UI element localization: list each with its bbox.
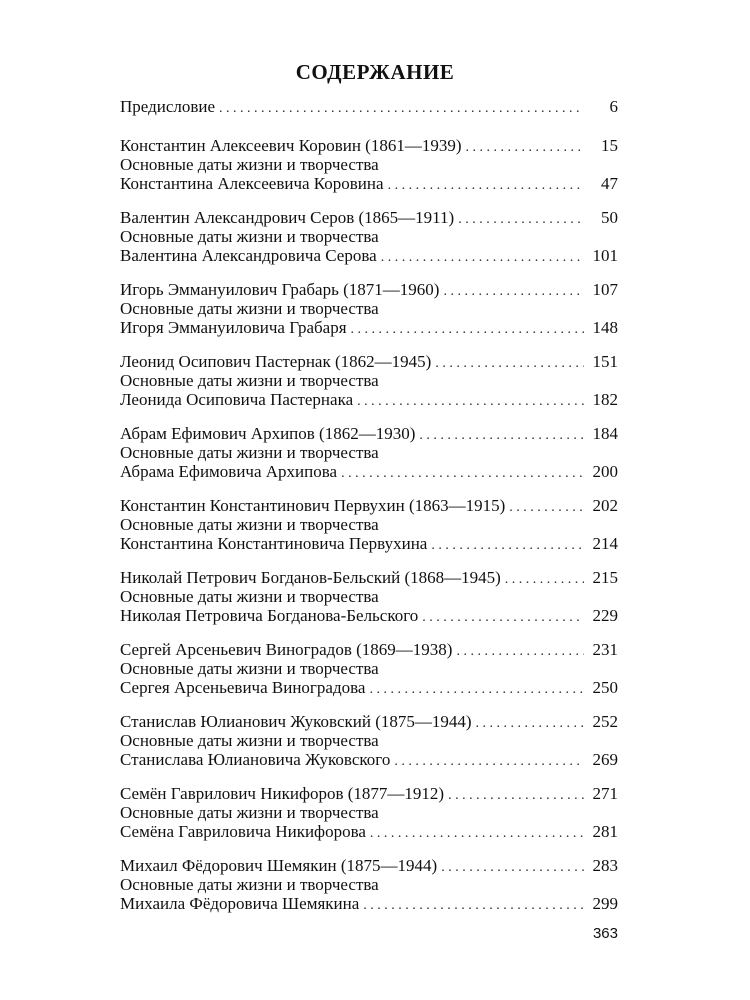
toc-group [120,496,618,553]
toc-page-number: 229 [592,606,618,625]
toc-entry-dates-heading [120,515,618,534]
toc-page-number: 148 [592,318,618,337]
toc-entry-label: Леонид Осипович Пастернак (1862—1945) [120,352,432,371]
dot-leader [369,680,584,699]
toc-entry-dates-heading [120,659,618,678]
toc-page-number: 281 [592,822,618,841]
toc-page-number: 182 [592,390,618,409]
toc-group [120,424,618,481]
dot-leader [419,426,584,445]
toc-entry-label: Игорь Эммануилович Грабарь (1871—1960) [120,280,440,299]
toc-entry-label: Основные даты жизни и творчества [120,299,379,318]
toc-group [120,568,618,625]
toc-page-number: 101 [592,246,618,265]
toc-entry-dates [120,750,618,769]
toc-entry-dates-heading [120,227,618,246]
toc-entry-dates [120,678,618,697]
toc-page-number: 202 [592,496,618,515]
toc-entry-label: Предисловие [120,97,216,116]
toc-entry-dates [120,606,618,625]
toc-entry-label: Основные даты жизни и творчества [120,731,379,750]
toc-entry-artist [120,424,618,443]
dot-leader [363,896,584,915]
dot-leader [351,320,584,339]
toc-entry-dates-heading [120,587,618,606]
toc-entry-label: Станислав Юлианович Жуковский (1875—1944) [120,712,472,731]
page-title: СОДЕРЖАНИЕ [295,60,455,84]
toc-entry-label: Основные даты жизни и творчества [120,227,379,246]
toc-entry-label: Основные даты жизни и творчества [120,515,379,534]
toc-page-number: 231 [592,640,618,659]
toc-group [120,784,618,841]
toc-entry-artist [120,856,618,875]
toc-page-number: 50 [601,208,618,227]
toc-entry-label: Основные даты жизни и творчества [120,875,379,894]
dot-leader [509,498,584,517]
toc-entry-label: Константина Алексеевича Коровина [120,174,384,193]
toc-entry-preface [120,97,618,117]
toc-entry-label: Основные даты жизни и творчества [120,587,379,606]
toc-group [120,712,618,769]
dot-leader [505,570,584,589]
toc-entry-label: Николай Петрович Богданов-Бельский (1868—1945) [120,568,501,587]
toc-page-number: 151 [592,352,618,371]
toc-entry-dates [120,894,618,913]
toc-entry-dates [120,390,618,409]
toc-page-number: 271 [592,784,618,803]
toc-page-number: 200 [592,462,618,481]
toc-entry-label: Абрама Ефимовича Архипова [120,462,338,481]
toc-entry-artist [120,352,618,371]
toc-entry-label: Леонида Осиповича Пастернака [120,390,354,409]
toc-entry-artist [120,640,618,659]
toc-group [120,280,618,337]
dot-leader [441,858,584,877]
dot-leader [448,786,584,805]
toc-entry-dates-heading [120,371,618,390]
toc-entry-label: Станислава Юлиановича Жуковского [120,750,391,769]
toc-groups [120,136,618,913]
toc-entry-dates [120,462,618,481]
dot-leader [466,138,585,157]
toc-page-number: 214 [592,534,618,553]
dot-leader [370,824,584,843]
toc-page-number: 15 [601,136,618,155]
dot-leader [422,608,584,627]
toc-group [120,856,618,913]
toc-entry-dates [120,534,618,553]
toc-page-number: 283 [592,856,618,875]
toc-group [120,136,618,193]
table-of-contents [120,97,618,928]
toc-page-number: 299 [592,894,618,913]
toc-entry-label: Основные даты жизни и творчества [120,443,379,462]
toc-entry-label: Основные даты жизни и творчества [120,371,379,390]
toc-entry-artist [120,712,618,731]
toc-entry-dates [120,246,618,265]
toc-entry-label: Основные даты жизни и творчества [120,659,379,678]
toc-entry-dates [120,822,618,841]
toc-entry-label: Игоря Эммануиловича Грабаря [120,318,347,337]
toc-page-number: 184 [592,424,618,443]
toc-entry-dates-heading [120,155,618,174]
folio-page-number: 363 [592,925,618,942]
toc-page-number: 252 [592,712,618,731]
dot-leader [381,248,584,267]
toc-entry-label: Сергея Арсеньевича Виноградова [120,678,366,697]
dot-leader [443,282,584,301]
toc-entry-dates-heading [120,731,618,750]
toc-page-number: 269 [592,750,618,769]
toc-entry-label: Основные даты жизни и творчества [120,803,379,822]
dot-leader [476,714,584,733]
toc-entry-dates-heading [120,803,618,822]
toc-entry-artist [120,784,618,803]
toc-entry-label: Михаила Фёдоровича Шемякина [120,894,360,913]
toc-page-number: 215 [592,568,618,587]
toc-entry-artist [120,568,618,587]
toc-entry-label: Семёна Гавриловича Никифорова [120,822,366,841]
toc-entry-artist [120,136,618,155]
toc-entry-label: Основные даты жизни и творчества [120,155,379,174]
dot-leader [394,752,584,771]
toc-page-number: 47 [601,174,618,193]
dot-leader [458,210,584,229]
dot-leader [456,642,584,661]
toc-entry-label: Николая Петровича Богданова-Бельского [120,606,419,625]
toc-entry-label: Михаил Фёдорович Шемякин (1875—1944) [120,856,438,875]
dot-leader [341,464,584,483]
toc-page-number: 6 [609,97,618,116]
toc-entry-label: Валентина Александровича Серова [120,246,377,265]
dot-leader [431,536,584,555]
toc-entry-label: Константин Константинович Первухин (1863—1915) [120,496,506,515]
toc-page-number: 250 [592,678,618,697]
toc-entry-dates-heading [120,299,618,318]
toc-group [120,208,618,265]
dot-leader [357,392,584,411]
toc-group [120,352,618,409]
toc-page-number: 107 [592,280,618,299]
toc-entry-label: Константин Алексеевич Коровин (1861—1939) [120,136,462,155]
dot-leader [219,99,584,119]
toc-entry-artist [120,208,618,227]
toc-entry-label: Абрам Ефимович Архипов (1862—1930) [120,424,416,443]
dot-leader [388,176,584,195]
toc-entry-artist [120,496,618,515]
toc-entry-dates-heading [120,443,618,462]
dot-leader [435,354,584,373]
toc-entry-dates-heading [120,875,618,894]
toc-entry-label: Сергей Арсеньевич Виноградов (1869—1938) [120,640,453,659]
toc-group [120,640,618,697]
toc-entry-dates [120,318,618,337]
toc-entry-dates [120,174,618,193]
toc-entry-label: Константина Константиновича Первухина [120,534,428,553]
toc-entry-artist [120,280,618,299]
toc-entry-label: Валентин Александрович Серов (1865—1911) [120,208,455,227]
toc-entry-label: Семён Гаврилович Никифоров (1877—1912) [120,784,445,803]
